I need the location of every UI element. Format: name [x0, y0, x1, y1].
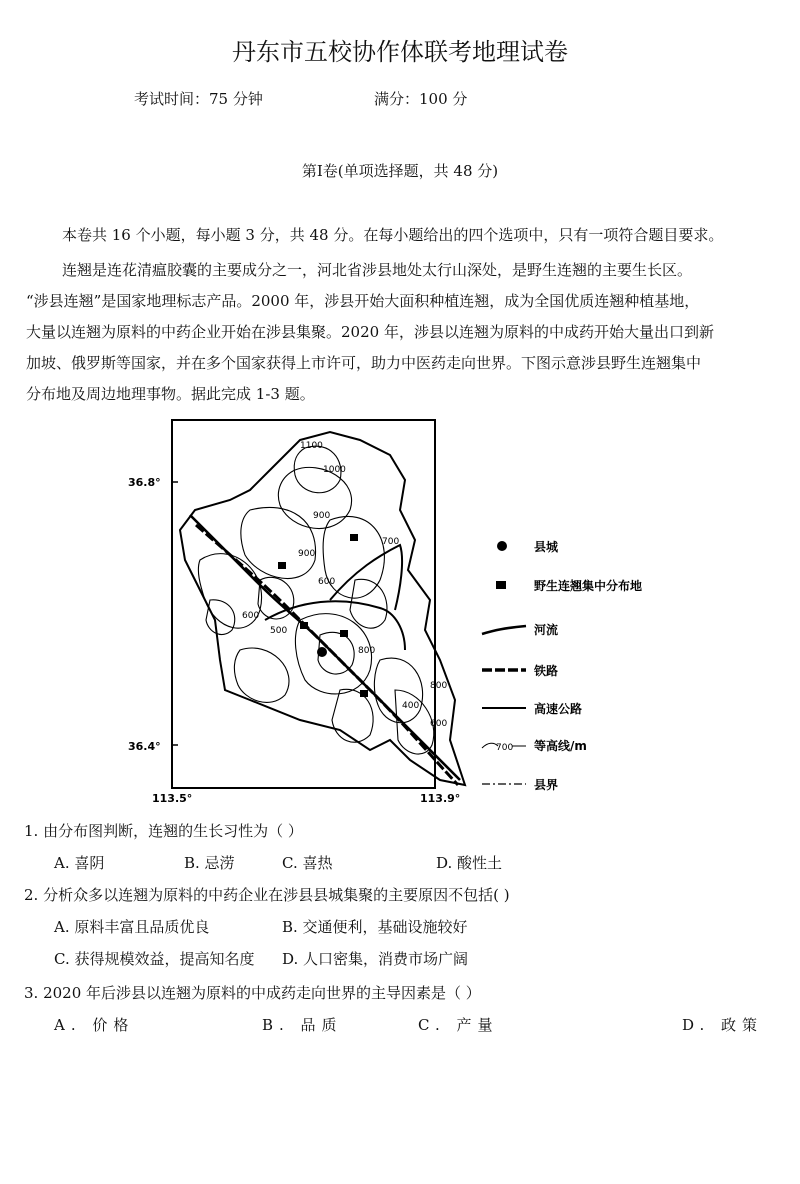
highway-line	[330, 545, 402, 610]
exam-title: 丹东市五校协作体联考地理试卷	[232, 38, 568, 66]
passage-line: 连翘是连花清瘟胶囊的主要成分之一，河北省涉县地处太行山深处，是野生连翘的主要生长区。	[62, 261, 693, 279]
contour-label: 1000	[323, 465, 346, 475]
legend-highway-label: 高速公路	[534, 702, 583, 716]
question-3-option-d[interactable]: D. 政策	[682, 1016, 764, 1034]
legend-wild-label: 野生连翘集中分布地	[534, 579, 643, 593]
contour-label: 500	[270, 626, 288, 636]
legend-county-label: 县城	[534, 540, 559, 554]
contour-label: 900	[313, 511, 331, 521]
longitude-left-label: 113.5°	[152, 792, 193, 805]
legend-wild-icon	[496, 581, 506, 589]
legend-contour-sample: 700	[496, 743, 514, 753]
longitude-right-label: 113.9°	[420, 792, 461, 805]
question-3-option-b[interactable]: B. 品质	[262, 1016, 343, 1034]
question-3-option-c[interactable]: C. 产量	[418, 1016, 499, 1034]
question-1-option-c[interactable]: C. 喜热	[282, 854, 333, 872]
passage-line: 大量以连翘为原料的中药企业开始在涉县集聚。2020 年，涉县以连翘为原料的中成药开始大量出口到新	[26, 323, 714, 341]
contour-lines	[198, 446, 433, 754]
passage-line: “涉县连翘”是国家地理标志产品。2000 年，涉县开始大面积种植连翘，成为全国优质连翘种植基地，	[26, 292, 700, 310]
passage-line: 加坡、俄罗斯等国家，并在多个国家获得上市许可，助力中医药走向世界。下图示意涉县野生连翘集中	[26, 354, 702, 372]
question-2-option-a[interactable]: A. 原料丰富且品质优良	[54, 918, 210, 936]
contour-label: 600	[242, 611, 260, 621]
contour-label: 800	[358, 646, 376, 656]
exam-time: 考试时间：75 分钟	[134, 90, 263, 108]
latitude-top-label: 36.8°	[128, 476, 161, 489]
map-legend	[482, 540, 642, 792]
question-2-option-d[interactable]: D. 人口密集，消费市场广阔	[282, 950, 469, 968]
legend-contour-label: 等高线/m	[534, 739, 587, 753]
legend-river-icon	[482, 626, 526, 634]
section-instructions: 本卷共 16 个小题，每小题 3 分，共 48 分。在每小题给出的四个选项中，只有一项符合题目要求。	[62, 226, 724, 244]
county-boundary	[180, 432, 465, 785]
passage-line: 分布地及周边地理事物。据此完成 1-3 题。	[26, 385, 315, 403]
question-3-option-a[interactable]: A. 价格	[54, 1016, 135, 1034]
contour-label: 400	[402, 701, 420, 711]
legend-railway-label: 铁路	[534, 664, 559, 678]
contour-label: 800	[430, 681, 448, 691]
question-2-option-b[interactable]: B. 交通便利，基础设施较好	[282, 918, 468, 936]
legend-county-icon	[497, 541, 507, 551]
question-2-stem: 2. 分析众多以连翘为原料的中药企业在涉县县城集聚的主要原因不包括( )	[24, 886, 510, 904]
question-1-option-b[interactable]: B. 忌涝	[184, 854, 235, 872]
exam-score: 满分：100 分	[374, 90, 468, 108]
railway-line	[196, 525, 458, 785]
question-1-option-d[interactable]: D. 酸性土	[436, 854, 503, 872]
contour-label: 1100	[300, 441, 323, 451]
contour-label: 700	[382, 537, 400, 547]
legend-river-label: 河流	[534, 623, 559, 637]
contour-label: 600	[318, 577, 336, 587]
question-1-stem: 1. 由分布图判断，连翘的生长习性为（ ）	[24, 822, 303, 840]
section-heading: 第Ⅰ卷(单项选择题，共 48 分)	[301, 162, 499, 180]
legend-boundary-label: 县界	[534, 778, 559, 792]
contour-label: 900	[298, 549, 316, 559]
county-seat-marker	[317, 647, 327, 657]
question-1-option-a[interactable]: A. 喜阴	[54, 854, 105, 872]
question-3-stem: 3. 2020 年后涉县以连翘为原料的中成药走向世界的主导因素是（ ）	[24, 984, 481, 1002]
latitude-bottom-label: 36.4°	[128, 740, 161, 753]
contour-label: 600	[430, 719, 448, 729]
question-2-option-c[interactable]: C. 获得规模效益，提高知名度	[54, 950, 255, 968]
